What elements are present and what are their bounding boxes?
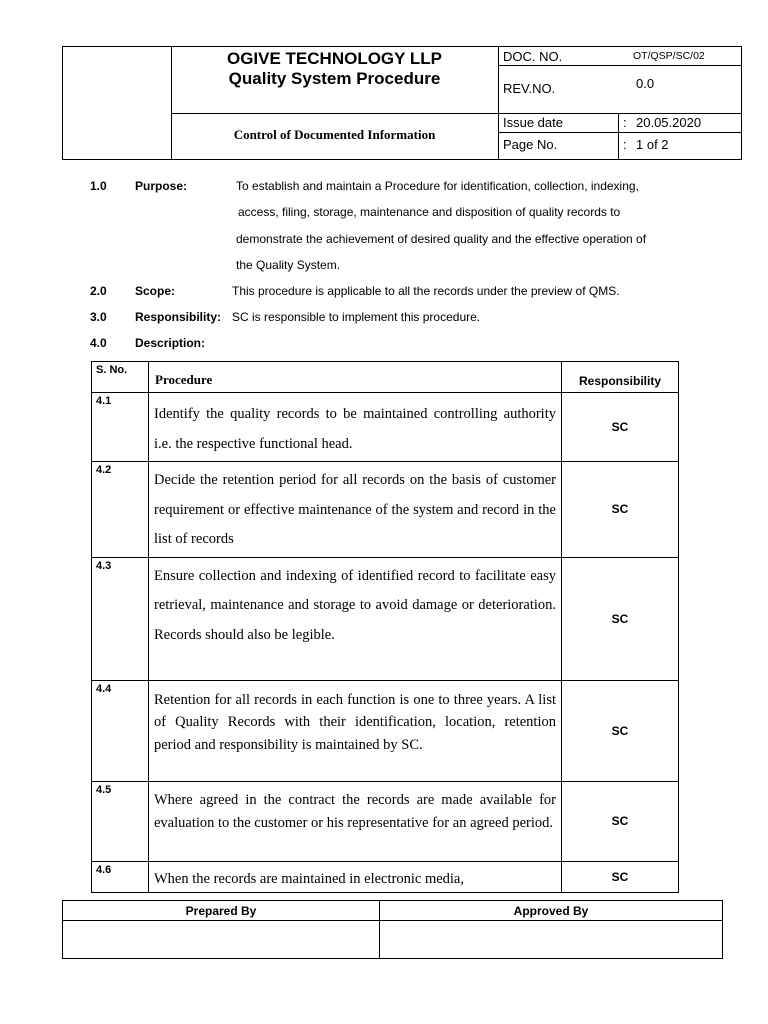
purpose-text-line: the Quality System. bbox=[236, 258, 341, 272]
row-sno: 4.5 bbox=[92, 781, 149, 861]
description-label: Description: bbox=[135, 336, 206, 350]
rev-no-value: 0.0 bbox=[636, 76, 655, 91]
issue-date-colon: : bbox=[623, 115, 627, 130]
purpose-text-line: demonstrate the achievement of desired quality and the effective operation of bbox=[236, 232, 647, 246]
purpose-text-line: access, filing, storage, maintenance and disposition of quality records to bbox=[238, 205, 621, 219]
approved-by-label: Approved By bbox=[380, 901, 723, 921]
header-sno: S. No. bbox=[92, 362, 149, 393]
row-procedure: Where agreed in the contract the records are made available for evaluation to the customer or his representative for an agreed period. bbox=[149, 781, 562, 861]
row-procedure: Ensure collection and indexing of identified record to facilitate easy retrieval, maintenance and storage to avoid damage or deterioration. Records should also be legible. bbox=[149, 557, 562, 680]
responsibility-label: Responsibility: bbox=[135, 310, 222, 324]
prepared-by-label: Prepared By bbox=[63, 901, 380, 921]
approved-by-signature bbox=[380, 921, 723, 959]
table-row bbox=[92, 680, 679, 781]
row-procedure: Retention for all records in each function is one to three years. A list of Quality Records with their identification, location, retention period and responsibility is maintained by SC. bbox=[149, 680, 562, 781]
scope-label: Scope: bbox=[135, 284, 176, 298]
company-name: OGIVE TECHNOLOGY LLP bbox=[226, 49, 443, 68]
table-row bbox=[92, 393, 679, 462]
rev-no-label: REV.NO. bbox=[503, 81, 556, 96]
scope-number: 2.0 bbox=[90, 284, 107, 298]
issue-date-value: 20.05.2020 bbox=[636, 115, 702, 130]
signoff-table bbox=[62, 900, 723, 959]
header-divider bbox=[618, 113, 619, 159]
responsibility-text: SC is responsible to implement this procedure. bbox=[232, 310, 481, 324]
row-sno: 4.6 bbox=[92, 861, 149, 892]
table-row bbox=[92, 861, 679, 892]
row-sno: 4.2 bbox=[92, 462, 149, 558]
doc-no-value: OT/QSP/SC/02 bbox=[633, 50, 705, 62]
row-responsibility: SC bbox=[562, 393, 679, 462]
header-divider bbox=[498, 65, 742, 66]
page-no-label: Page No. bbox=[503, 137, 558, 152]
row-responsibility: SC bbox=[562, 781, 679, 861]
header-divider bbox=[498, 132, 742, 133]
header-divider bbox=[498, 47, 499, 159]
row-procedure: Identify the quality records to be maintained controlling authority i.e. the respective functional head. bbox=[149, 393, 562, 462]
issue-date-label: Issue date bbox=[503, 115, 563, 130]
purpose-number: 1.0 bbox=[90, 179, 107, 193]
document-header bbox=[62, 46, 742, 160]
row-sno: 4.1 bbox=[92, 393, 149, 462]
table-row bbox=[92, 462, 679, 558]
document-type: Quality System Procedure bbox=[228, 69, 441, 88]
row-responsibility: SC bbox=[562, 557, 679, 680]
row-procedure: When the records are maintained in electronic media, bbox=[149, 861, 562, 892]
row-responsibility: SC bbox=[562, 861, 679, 892]
page-title: Control of Documented Information bbox=[233, 127, 436, 142]
scope-text: This procedure is applicable to all the records under the preview of QMS. bbox=[232, 284, 620, 298]
row-procedure: Decide the retention period for all records on the basis of customer requirement or effective maintenance of the system and record in the list of records bbox=[149, 462, 562, 558]
row-responsibility: SC bbox=[562, 680, 679, 781]
table-header-row bbox=[92, 362, 679, 393]
responsibility-number: 3.0 bbox=[90, 310, 107, 324]
table-row bbox=[92, 781, 679, 861]
procedure-table bbox=[91, 361, 679, 893]
page-no-colon: : bbox=[623, 137, 627, 152]
purpose-label: Purpose: bbox=[135, 179, 188, 193]
table-row bbox=[92, 557, 679, 680]
header-responsibility: Responsibility bbox=[562, 362, 679, 393]
row-responsibility: SC bbox=[562, 462, 679, 558]
prepared-by-signature bbox=[63, 921, 380, 959]
header-procedure: Procedure bbox=[149, 362, 562, 393]
purpose-text-line: To establish and maintain a Procedure for identification, collection, indexing, bbox=[236, 179, 639, 193]
header-divider bbox=[171, 113, 742, 114]
row-sno: 4.4 bbox=[92, 680, 149, 781]
description-number: 4.0 bbox=[90, 336, 107, 350]
page-no-value: 1 of 2 bbox=[636, 137, 669, 152]
doc-no-label: DOC. NO. bbox=[503, 49, 563, 64]
row-sno: 4.3 bbox=[92, 557, 149, 680]
